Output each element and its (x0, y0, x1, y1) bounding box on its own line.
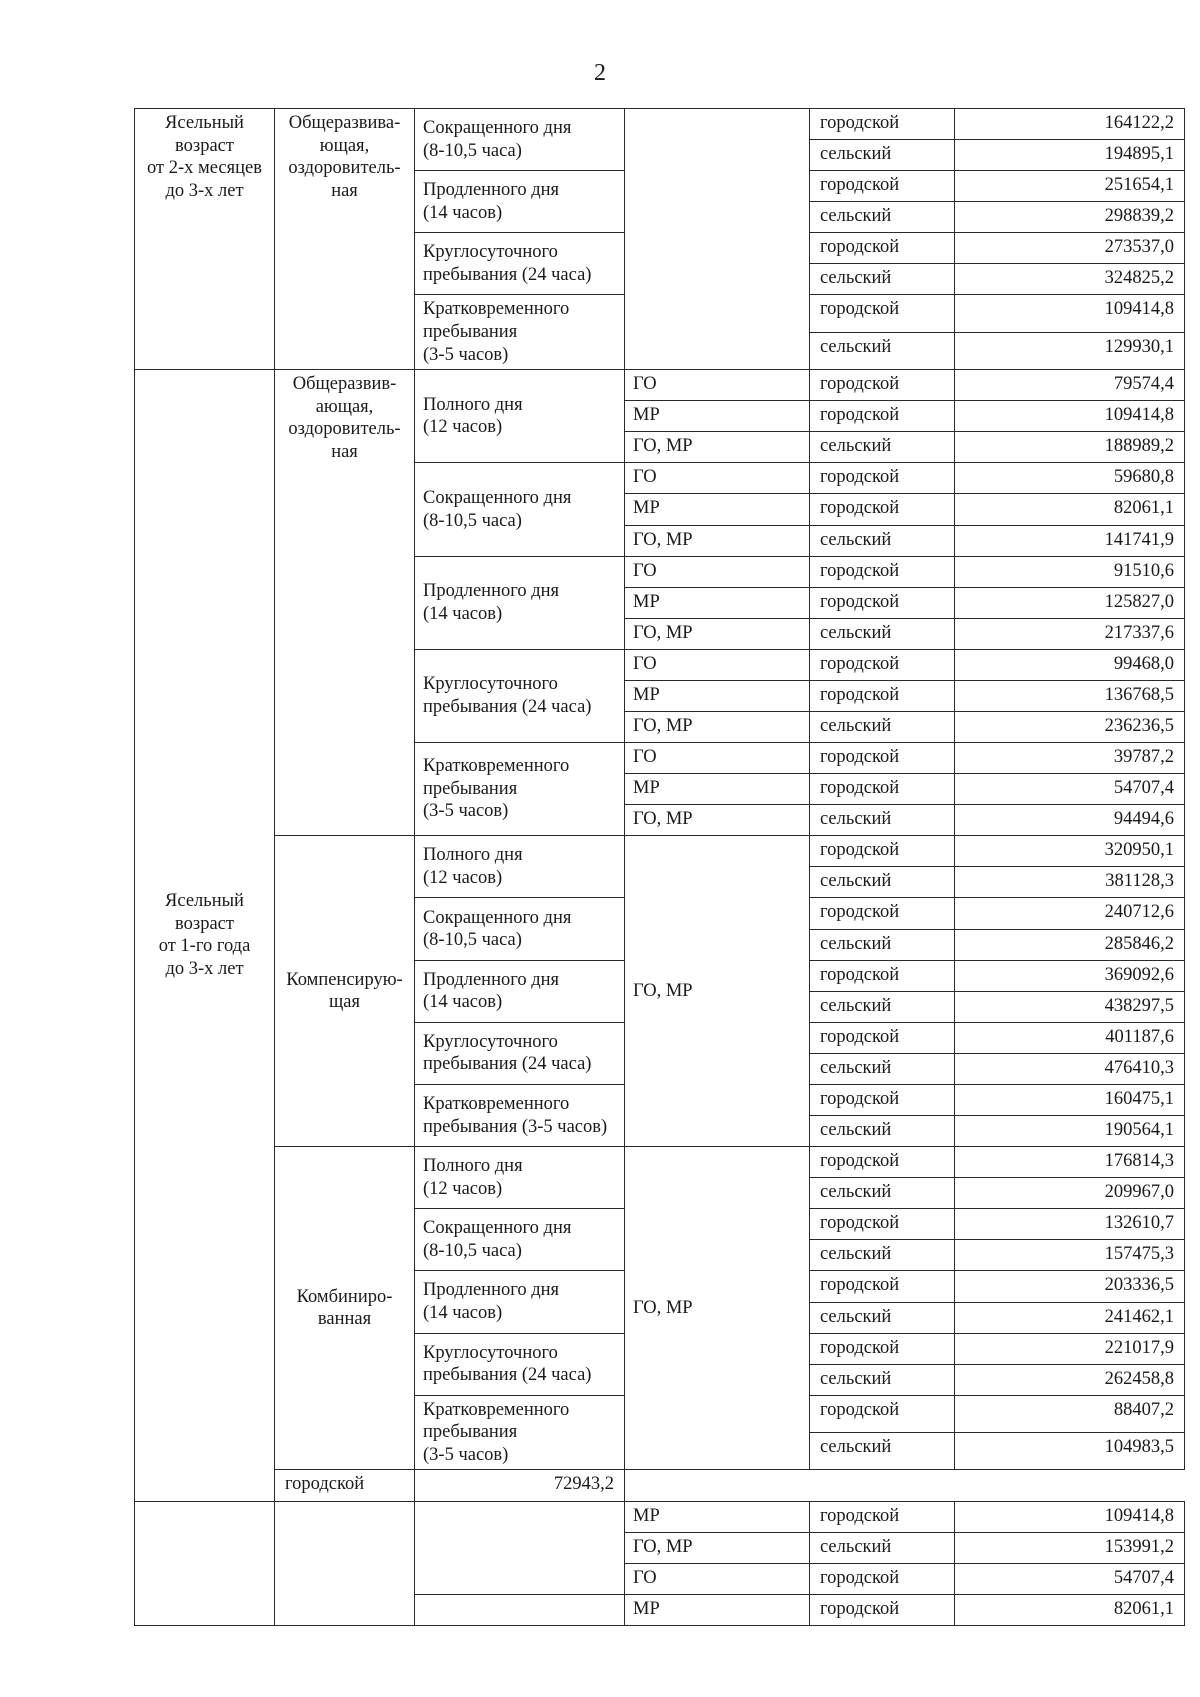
municipality-cell (625, 494, 810, 525)
territory-cell-text: городской (820, 840, 900, 861)
municipality-cell (625, 774, 810, 805)
amount-cell-text: 221017,9 (1104, 1337, 1174, 1358)
territory-cell (810, 1178, 955, 1209)
amount-cell (955, 587, 1185, 618)
territory-cell (810, 649, 955, 680)
mode-cell-text: Кратковременного пребывания (3-5 часов) (423, 1093, 608, 1137)
age-group-cell-text: Ясельный возраст от 1-го года до 3-х лет (158, 891, 251, 979)
amount-cell-text: 39787,2 (1113, 747, 1174, 768)
municipality-cell (625, 680, 810, 711)
territory-cell-text: городской (285, 1474, 365, 1495)
amount-cell (955, 1147, 1185, 1178)
municipality-cell (625, 525, 810, 556)
table-row (135, 836, 1185, 867)
territory-cell-text: сельский (820, 144, 892, 165)
amount-cell (955, 233, 1185, 264)
territory-cell-text: городской (820, 1151, 900, 1172)
amount-cell-text: 438297,5 (1104, 995, 1174, 1016)
amount-cell-text: 141741,9 (1104, 529, 1174, 550)
amount-cell (955, 1364, 1185, 1395)
territory-cell (810, 525, 955, 556)
amount-cell (955, 1271, 1185, 1302)
amount-cell (955, 556, 1185, 587)
amount-cell-text: 109414,8 (1104, 405, 1174, 426)
municipality-cell (625, 463, 810, 494)
mode-cell-text: Круглосуточного пребывания (24 часа) (423, 1342, 592, 1386)
municipality-cell-text: ГО, МР (633, 980, 693, 1001)
amount-cell (955, 1395, 1185, 1432)
amount-cell-text: 59680,8 (1113, 467, 1174, 488)
territory-cell (810, 171, 955, 202)
municipality-cell-text: ГО, МР (633, 1297, 693, 1318)
territory-cell-text: городской (820, 902, 900, 923)
territory-cell (810, 805, 955, 836)
territory-cell (810, 836, 955, 867)
territory-cell (810, 774, 955, 805)
amount-cell (955, 929, 1185, 960)
table-row (135, 1501, 1185, 1532)
territory-cell (810, 1302, 955, 1333)
territory-cell-text: сельский (820, 436, 892, 457)
amount-cell (955, 1240, 1185, 1271)
territory-cell (810, 1501, 955, 1532)
territory-cell-text: сельский (820, 1182, 892, 1203)
amount-cell (955, 1116, 1185, 1147)
territory-cell-text: сельский (820, 933, 892, 954)
amount-cell (955, 1053, 1185, 1084)
territory-cell-text: городской (820, 405, 900, 426)
municipality-cell-text: МР (633, 1505, 660, 1526)
amount-cell-text: 88407,2 (1113, 1399, 1174, 1420)
municipality-cell-text: ГО (633, 1567, 657, 1588)
amount-cell (955, 712, 1185, 743)
territory-cell (810, 463, 955, 494)
municipality-cell-text: ГО (633, 467, 657, 488)
amount-cell-text: 82061,1 (1113, 498, 1174, 519)
municipality-cell-text: ГО, МР (633, 622, 693, 643)
territory-cell (810, 1240, 955, 1271)
territory-cell-text: городской (820, 684, 900, 705)
focus-cell (275, 370, 415, 836)
tariff-table (134, 108, 1185, 1626)
amount-cell (955, 680, 1185, 711)
amount-cell (955, 332, 1185, 369)
territory-cell-text: городской (820, 113, 900, 133)
amount-cell (955, 1532, 1185, 1563)
mode-cell-text: Сокращенного дня (8-10,5 часа) (423, 118, 572, 161)
territory-cell-text: городской (820, 498, 900, 519)
municipality-cell (625, 1563, 810, 1594)
territory-cell-text: городской (820, 747, 900, 768)
territory-cell (810, 929, 955, 960)
focus-cell-text: Общеразвива- ющая, оздоровитель- ная (288, 113, 401, 201)
amount-cell-text: 381128,3 (1105, 871, 1174, 892)
amount-cell-text: 241462,1 (1104, 1306, 1174, 1327)
amount-cell-text: 236236,5 (1104, 716, 1174, 737)
municipality-cell (625, 1501, 810, 1532)
territory-cell-text: сельский (820, 1306, 892, 1327)
mode-cell-text: Сокращенного дня (8-10,5 часа) (423, 487, 572, 531)
territory-cell-text: городской (820, 591, 900, 612)
municipality-cell-text: МР (633, 684, 660, 705)
territory-cell-text: сельский (820, 622, 892, 643)
age-group-cell (135, 109, 275, 370)
mode-cell (415, 743, 625, 836)
municipality-cell-text: ГО (633, 374, 657, 395)
amount-cell-text: 298839,2 (1104, 206, 1174, 227)
territory-cell (810, 109, 955, 140)
mode-cell-text: Круглосуточного пребывания (24 часа) (423, 1031, 592, 1075)
municipality-cell-text: МР (633, 591, 660, 612)
focus-cell-text: Компенсирую- щая (286, 969, 403, 1013)
territory-cell-text: городской (820, 237, 900, 258)
mode-cell (415, 1333, 625, 1395)
amount-cell-text: 476410,3 (1104, 1057, 1174, 1078)
municipality-cell-text: ГО, МР (633, 809, 693, 830)
amount-cell-text: 190564,1 (1104, 1120, 1174, 1141)
municipality-cell-text: ГО (633, 560, 657, 581)
amount-cell-text: 324825,2 (1104, 268, 1174, 289)
mode-cell-text: Полного дня (12 часов) (423, 845, 523, 888)
amount-cell-text: 203336,5 (1104, 1275, 1174, 1296)
territory-cell-text: городской (820, 1275, 900, 1296)
municipality-cell (625, 401, 810, 432)
territory-cell-text: сельский (820, 716, 892, 737)
mode-cell (415, 556, 625, 649)
amount-cell (955, 1084, 1185, 1115)
mode-cell (415, 171, 625, 233)
territory-cell-text: городской (820, 299, 900, 320)
amount-cell-text: 82061,1 (1113, 1598, 1174, 1619)
amount-cell (955, 463, 1185, 494)
amount-cell (955, 494, 1185, 525)
amount-cell (955, 295, 1185, 332)
territory-cell-text: сельский (820, 1437, 892, 1458)
territory-cell (810, 332, 955, 369)
mode-cell (415, 370, 625, 463)
amount-cell-text: 401187,6 (1105, 1026, 1174, 1047)
amount-cell-text: 209967,0 (1104, 1182, 1174, 1203)
municipality-cell-text: МР (633, 405, 660, 426)
territory-cell (810, 295, 955, 332)
municipality-cell (625, 649, 810, 680)
territory-cell (810, 898, 955, 929)
amount-cell (955, 1178, 1185, 1209)
focus-cell-text: Комбиниро- ванная (296, 1286, 393, 1330)
amount-cell-text: 240712,6 (1104, 902, 1174, 923)
amount-cell-text: 129930,1 (1104, 336, 1174, 357)
amount-cell (955, 898, 1185, 929)
amount-cell (955, 1022, 1185, 1053)
amount-cell (955, 836, 1185, 867)
territory-cell (810, 140, 955, 171)
amount-cell (955, 1302, 1185, 1333)
territory-cell (810, 1084, 955, 1115)
municipality-cell (625, 1594, 810, 1625)
territory-cell (810, 202, 955, 233)
mode-cell (415, 1022, 625, 1084)
territory-cell (810, 556, 955, 587)
territory-cell-text: сельский (820, 529, 892, 550)
territory-cell-text: сельский (820, 1368, 892, 1389)
territory-cell (810, 1594, 955, 1625)
municipality-cell (625, 836, 810, 1147)
amount-cell (955, 743, 1185, 774)
territory-cell (810, 867, 955, 898)
amount-cell (955, 1501, 1185, 1532)
mode-cell (415, 898, 625, 960)
amount-cell (955, 140, 1185, 171)
municipality-cell-text: ГО, МР (633, 529, 693, 550)
municipality-cell-text: МР (633, 778, 660, 799)
territory-cell-text: городской (820, 467, 900, 488)
territory-cell-text: городской (820, 1399, 900, 1420)
territory-cell-text: городской (820, 1337, 900, 1358)
table-row (135, 1147, 1185, 1178)
amount-cell-text: 164122,2 (1104, 113, 1174, 133)
amount-cell (955, 1333, 1185, 1364)
mode-cell (415, 463, 625, 556)
amount-cell (955, 774, 1185, 805)
mode-cell (415, 1395, 625, 1470)
municipality-cell-text: ГО, МР (633, 436, 693, 457)
amount-cell-text: 54707,4 (1113, 778, 1174, 799)
territory-cell (810, 743, 955, 774)
territory-cell (810, 1116, 955, 1147)
amount-cell (955, 525, 1185, 556)
territory-cell-text: сельский (820, 268, 892, 289)
amount-cell-text: 320950,1 (1104, 840, 1174, 861)
territory-cell-text: городской (820, 778, 900, 799)
territory-cell (810, 680, 955, 711)
territory-cell (275, 1470, 415, 1501)
amount-cell-text: 109414,8 (1104, 1505, 1174, 1526)
amount-cell (955, 264, 1185, 295)
territory-cell (810, 1209, 955, 1240)
municipality-cell-text: ГО (633, 653, 657, 674)
mode-cell (415, 295, 625, 370)
territory-cell (810, 1532, 955, 1563)
municipality-cell (625, 618, 810, 649)
amount-cell-text: 136768,5 (1104, 684, 1174, 705)
territory-cell-text: городской (820, 1598, 900, 1619)
territory-cell (810, 432, 955, 463)
age-group-cell (135, 1501, 275, 1625)
territory-cell-text: сельский (820, 1057, 892, 1078)
mode-cell (415, 836, 625, 898)
amount-cell (955, 401, 1185, 432)
amount-cell-text: 188989,2 (1104, 436, 1174, 457)
mode-cell-text: Продленного дня (14 часов) (423, 180, 560, 223)
mode-cell-text: Кратковременного пребывания (3-5 часов) (423, 756, 570, 822)
amount-cell-text: 176814,3 (1104, 1151, 1174, 1172)
mode-cell (415, 649, 625, 742)
focus-cell (275, 1147, 415, 1470)
territory-cell (810, 1271, 955, 1302)
amount-cell-text: 54707,4 (1113, 1567, 1174, 1588)
mode-cell (415, 109, 625, 171)
amount-cell (955, 202, 1185, 233)
mode-cell-text: Сокращенного дня (8-10,5 часа) (423, 1218, 572, 1261)
territory-cell-text: городской (820, 560, 900, 581)
territory-cell (810, 618, 955, 649)
municipality-cell (625, 712, 810, 743)
focus-cell (275, 836, 415, 1147)
amount-cell-text: 72943,2 (553, 1474, 614, 1495)
mode-cell-text: Продленного дня (14 часов) (423, 581, 560, 624)
territory-cell-text: сельский (820, 1120, 892, 1141)
territory-cell-text: городской (820, 1213, 900, 1234)
territory-cell (810, 712, 955, 743)
mode-cell (415, 960, 625, 1022)
amount-cell (955, 1209, 1185, 1240)
territory-cell-text: сельский (820, 871, 892, 892)
territory-cell-text: сельский (820, 336, 892, 357)
municipality-cell-text: МР (633, 1598, 660, 1619)
mode-cell-text: Круглосуточного пребывания (24 часа) (423, 674, 592, 717)
amount-cell (955, 432, 1185, 463)
focus-cell (275, 1501, 415, 1625)
territory-cell (810, 1333, 955, 1364)
mode-cell-text: Полного дня (12 часов) (423, 1156, 523, 1199)
amount-cell-text: 369092,6 (1104, 964, 1174, 985)
amount-cell-text: 99468,0 (1113, 653, 1174, 674)
municipality-cell (625, 109, 810, 370)
amount-cell (955, 991, 1185, 1022)
age-group-cell (135, 370, 275, 1501)
amount-cell-text: 109414,8 (1104, 299, 1174, 320)
amount-cell-text: 285846,2 (1104, 933, 1174, 954)
amount-cell (955, 649, 1185, 680)
territory-cell-text: городской (820, 374, 900, 395)
table-row (135, 1470, 1185, 1501)
territory-cell (810, 1364, 955, 1395)
municipality-cell (625, 1147, 810, 1470)
territory-cell-text: городской (820, 964, 900, 985)
territory-cell-text: городской (820, 175, 900, 196)
amount-cell-text: 104983,5 (1104, 1437, 1174, 1458)
page-number: 2 (594, 60, 606, 86)
territory-cell-text: городской (820, 1567, 900, 1588)
territory-cell (810, 233, 955, 264)
amount-cell (955, 109, 1185, 140)
territory-cell (810, 1147, 955, 1178)
municipality-cell-text: МР (633, 498, 660, 519)
municipality-cell (625, 556, 810, 587)
territory-cell (810, 1433, 955, 1470)
amount-cell (955, 618, 1185, 649)
territory-cell-text: городской (820, 1026, 900, 1047)
mode-cell-text: Кратковременного пребывания (3-5 часов) (423, 1399, 570, 1465)
mode-cell-text: Полного дня (12 часов) (423, 394, 523, 438)
territory-cell-text: сельский (820, 1244, 892, 1265)
amount-cell-text: 217337,6 (1104, 622, 1174, 643)
mode-cell-text: Продленного дня (14 часов) (423, 1280, 560, 1323)
mode-cell (415, 233, 625, 295)
amount-cell (415, 1470, 625, 1501)
territory-cell (810, 1022, 955, 1053)
territory-cell-text: городской (820, 1505, 900, 1526)
amount-cell (955, 1594, 1185, 1625)
amount-cell (955, 960, 1185, 991)
amount-cell (955, 370, 1185, 401)
amount-cell-text: 153991,2 (1104, 1536, 1174, 1557)
municipality-cell-text: ГО (633, 747, 657, 768)
table-row (135, 370, 1185, 401)
municipality-cell (625, 743, 810, 774)
mode-cell (415, 1271, 625, 1333)
territory-cell-text: городской (820, 653, 900, 674)
municipality-cell (625, 805, 810, 836)
focus-cell (275, 109, 415, 370)
mode-cell-text: Сокращенного дня (8-10,5 часа) (423, 907, 572, 951)
territory-cell (810, 960, 955, 991)
amount-cell (955, 1563, 1185, 1594)
focus-cell-text: Общеразвив- ающая, оздоровитель- ная (288, 374, 401, 462)
municipality-cell (625, 1532, 810, 1563)
municipality-cell-text: ГО, МР (633, 1536, 693, 1557)
amount-cell-text: 194895,1 (1104, 144, 1174, 165)
territory-cell-text: сельский (820, 206, 892, 227)
municipality-cell (625, 370, 810, 401)
municipality-cell-text: ГО, МР (633, 716, 693, 737)
table-row (135, 109, 1185, 140)
amount-cell-text: 157475,3 (1104, 1244, 1174, 1265)
amount-cell-text: 132610,7 (1104, 1213, 1174, 1234)
amount-cell-text: 125827,0 (1104, 591, 1174, 612)
territory-cell (810, 991, 955, 1022)
territory-cell-text: сельский (820, 809, 892, 830)
municipality-cell (625, 587, 810, 618)
amount-cell-text: 79574,4 (1113, 374, 1174, 395)
amount-cell (955, 805, 1185, 836)
age-group-cell-text: Ясельный возраст от 2-х месяцев до 3-х лет (147, 113, 262, 201)
amount-cell-text: 91510,6 (1113, 560, 1174, 581)
mode-cell (415, 1147, 625, 1209)
mode-cell (415, 1501, 625, 1594)
territory-cell (810, 401, 955, 432)
territory-cell-text: сельский (820, 995, 892, 1016)
municipality-cell (625, 432, 810, 463)
mode-cell-text: Круглосуточного пребывания (24 часа) (423, 242, 592, 285)
amount-cell (955, 171, 1185, 202)
territory-cell-text: сельский (820, 1536, 892, 1557)
territory-cell (810, 494, 955, 525)
territory-cell (810, 587, 955, 618)
amount-cell-text: 160475,1 (1104, 1088, 1174, 1109)
amount-cell (955, 867, 1185, 898)
mode-cell (415, 1594, 625, 1625)
territory-cell (810, 1053, 955, 1084)
territory-cell-text: городской (820, 1088, 900, 1109)
territory-cell (810, 264, 955, 295)
amount-cell-text: 251654,1 (1104, 175, 1174, 196)
amount-cell (955, 1433, 1185, 1470)
mode-cell-text: Кратковременного пребывания (3-5 часов) (423, 299, 570, 365)
territory-cell (810, 370, 955, 401)
territory-cell (810, 1563, 955, 1594)
amount-cell-text: 94494,6 (1113, 809, 1174, 830)
mode-cell (415, 1209, 625, 1271)
amount-cell-text: 262458,8 (1104, 1368, 1174, 1389)
territory-cell (810, 1395, 955, 1432)
mode-cell-text: Продленного дня (14 часов) (423, 969, 560, 1013)
amount-cell-text: 273537,0 (1104, 237, 1174, 258)
mode-cell (415, 1084, 625, 1146)
